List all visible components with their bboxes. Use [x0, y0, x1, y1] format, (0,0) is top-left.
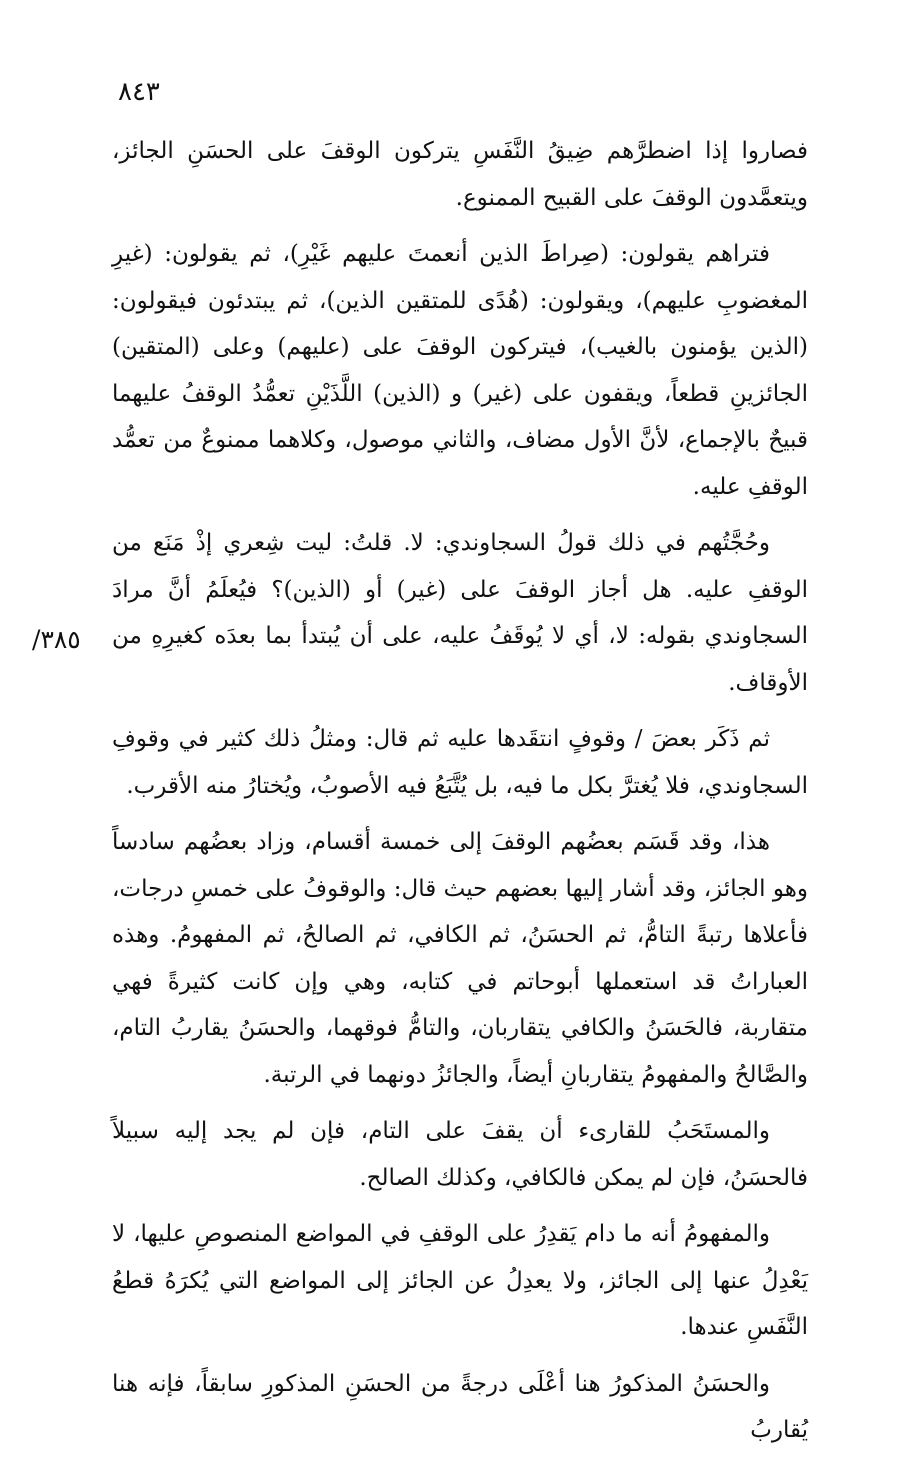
paragraph-7: والمفهومُ أنه ما دام يَقدِرُ على الوقفِ في المواضع المنصوصِ عليها، لا يَعْدِلُ عنها إلى الجائز، ولا يعدِلُ عن الجائز إلى المواضع التي يُكرَهُ قطعُ النَّفَسِ عندها.	[112, 1221, 808, 1340]
paragraph-5: هذا، وقد قَسَم بعضُهم الوقفَ إلى خمسة أقسام، وزاد بعضُهم سادساً وهو الجائز، وقد أشار إليها بعضهم حيث قال: والوقوفُ على خمسِ درجات، فأعلاها رتبةً التامُّ، ثم الحسَنُ، ثم الكافي، ثم الصالحُ، ثم المفهومُ. وهذه العباراتُ قد استعملها أبوحاتم في كتابه، وهي وإن كانت كثيرةً فهي متقاربة، فالحَسَنُ والكافي يتقاربان، والتامُّ فوقهما، والحسَنُ يقاربُ التام، والصَّالحُ والمفهومُ يتقاربانِ أيضاً، والجائزُ دونهما في الرتبة.	[112, 829, 808, 1088]
paragraph-6: والمستَحَبُ للقارىء أن يقفَ على التام، فإن لم يجد إليه سبيلاً فالحسَنُ، فإن لم يمكن فالكافي، وكذلك الصالح.	[112, 1118, 808, 1191]
paragraph-4: ثم ذَكَر بعضَ / وقوفٍ انتقَدها عليه ثم قال: ومثلُ ذلك كثير في وقوفِ السجاوندي، فلا يُغترَّ بكل ما فيه، بل يُتَّبَعُ فيه الأصوبُ، ويُختارُ منه الأقرب.	[112, 726, 808, 799]
paragraph-2: فتراهم يقولون: (صِراطَ الذين أنعمتَ عليهم غَيْرِ)، ثم يقولون: (غيرِ المغضوبِ عليهم)، ويقولون: (هُدًى للمتقين الذين)، ثم يبتدئون فيقولون: (الذين يؤمنون بالغيب)، فيتركون الوقفَ على (عليهم) وعلى (المتقين) الجائزينِ قطعاً، ويقفون على (غير) و (الذين) اللَّذَيْنِ تعمُّدُ الوقفُ عليهما قبيحٌ بالإجماع، لأنَّ الأول مضاف، والثاني موصول، وكلاهما ممنوعٌ من تعمُّد الوقفِ عليه.	[112, 241, 808, 500]
paragraph-8: والحسَنُ المذكورُ هنا أعْلَى درجةً من الحسَنِ المذكورِ سابقاً، فإنه هنا يُقاربُ	[112, 1370, 808, 1443]
paragraph-1: فصاروا إذا اضطرَّهم ضِيقُ النَّفَسِ يتركون الوقفَ على الحسَنِ الجائز، ويتعمَّدون الوقفَ على القبيح الممنوع.	[112, 138, 808, 211]
paragraph-3: وحُجَّتُهم في ذلك قولُ السجاوندي: لا. قلتُ: ليت شِعري إذْ مَنَع من الوقفِ عليه. هل أجاز الوقفَ على (غير) أو (الذين)؟ فيُعلَمُ أنَّ مرادَ السجاوندي بقوله: لا، أي لا يُوقَفُ عليه، على أن يُبتدأ بما بعدَه كغيرِهِ من الأوقاف.	[112, 530, 808, 696]
margin-page-reference: /٣٨٥	[32, 625, 81, 654]
page-number: ٨٤٣	[118, 77, 160, 107]
main-text	[112, 128, 808, 1464]
